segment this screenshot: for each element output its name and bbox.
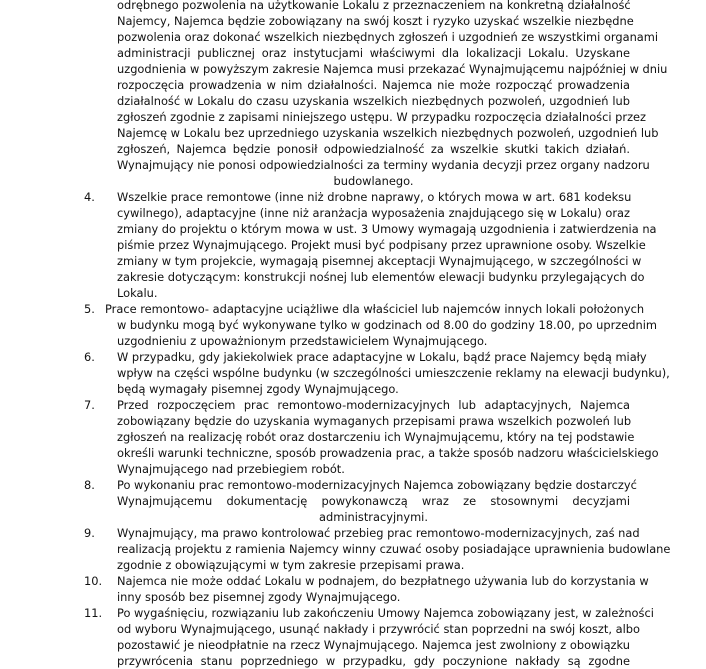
text-line: rozpoczęcia prowadzenia w nim działalności. Najemca nie może rozpocząć prowadzenia xyxy=(117,78,630,92)
text-line: cywilnego), adaptacyjne (inne niż aranżacja wyposażenia znajdującego się w Lokalu) oraz xyxy=(117,206,630,220)
text-line: inny sposób bez pisemnej zgody Wynajmującego. xyxy=(117,590,401,604)
text-line: Najemcę w Lokalu bez uprzedniego uzyskania wszelkich niezbędnych pozwoleń, uzgodnień lub xyxy=(117,126,659,140)
text-line: pozwolenia oraz dokonać wszelkich niezbędnych zgłoszeń i uzgodnień ze wszystkimi organami xyxy=(117,30,659,44)
text-line: administracji publicznej oraz instytucjami właściwymi dla lokalizacji Lokalu. Uzyskane xyxy=(117,46,630,60)
item-number: 9. xyxy=(84,526,95,540)
text-line: zmiany do projektu o którym mowa w ust. 3 Umowy wymagają uzgodnienia i zatwierdzenia na xyxy=(117,222,657,236)
text-line: od wyboru Wynajmującego, usunąć nakłady i przywrócić stan poprzedni na swój koszt, albo xyxy=(117,622,640,636)
text-line: zakresie dotyczącym: konstrukcji nośnej lub elementów elewacji budynku przylegających do xyxy=(117,270,645,284)
text-line: uzgodnienia w powyższym zakresie Najemca musi przekazać Wynajmującemu najpóźniej w dniu xyxy=(117,62,668,76)
text-line: Wynajmujący, ma prawo kontrolować przebieg prac remontowo-modernizacyjnych, zaś nad xyxy=(117,526,640,540)
text-line: wpływ na części wspólne budynku (w szczególności umieszczenie reklamy na elewacji budynku), xyxy=(117,366,670,380)
text-line: Najemca nie może oddać Lokalu w podnajem, do bezpłatnego używania lub do korzystania w xyxy=(117,574,649,588)
text-line: W przypadku, gdy jakiekolwiek prace adaptacyjne w Lokalu, bądź prace Najemcy będą miały xyxy=(117,350,647,364)
text-line: zmiany w tym projekcie, wymagają pisemnej akceptacji Wynajmującego, w szczególności w xyxy=(117,254,642,268)
item-number: 5. xyxy=(84,302,95,316)
text-line: Wynajmującemu dokumentację powykonawczą wraz ze stosownymi decyzjami xyxy=(117,494,630,508)
text-line: zobowiązany będzie do uzyskania wymaganych przepisami prawa wszelkich pozwoleń lub xyxy=(117,414,632,428)
text-line: Lokalu. xyxy=(117,286,158,300)
text-line: będą wymagały pisemnej zgody Wynajmującego. xyxy=(117,382,399,396)
text-line: piśmie przez Wynajmującego. Projekt musi być podpisany przez uprawnione osoby. Wszelkie xyxy=(117,238,646,252)
text-line: administracyjnymi. xyxy=(319,510,428,524)
item-number: 10. xyxy=(84,574,103,588)
text-line: Wynajmującego nad przebiegiem robót. xyxy=(117,462,345,476)
text-line: w budynku mogą być wykonywane tylko w godzinach od 8.00 do godziny 18.00, po uprzednim xyxy=(117,318,657,332)
text-line: pozostawić je nieodpłatnie na rzecz Wynajmującego. Najemca jest zwolniony z obowiązku xyxy=(117,638,630,652)
item-number: 6. xyxy=(84,350,95,364)
item-number: 11. xyxy=(84,606,103,620)
text-line: określi warunki techniczne, sposób prowadzenia prac, a także sposób nadzoru właścicielskiego xyxy=(117,446,659,460)
text-line: Najemcy, Najemca będzie zobowiązany na swój koszt i ryzyko uzyskać wszelkie niezbędne xyxy=(117,14,634,28)
text-line: działalność w Lokalu do czasu uzyskania wszelkich niezbędnych pozwoleń, uzgodnień lub xyxy=(117,94,630,108)
text-line: zgłoszeń zgodnie z zapisami niniejszego ustępu. W przypadku rozpoczęcia działalności przez xyxy=(117,110,647,124)
text-line: Po wykonaniu prac remontowo-modernizacyjnych Najemca zobowiązany będzie dostarczyć xyxy=(117,478,637,492)
text-line: zgodnie z obowiązującymi w tym zakresie przepisami prawa. xyxy=(117,558,465,572)
text-line: Wszelkie prace remontowe (inne niż drobne naprawy, o których mowa w art. 681 kodeksu xyxy=(117,190,632,204)
text-line: realizacją projektu z ramienia Najemcy winny czuwać osoby posiadające uprawnienia budowlane xyxy=(117,542,671,556)
text-line: budowlanego. xyxy=(333,174,414,188)
text-line: Wynajmujący nie ponosi odpowiedzialności za terminy wydania decyzji przez organy nadzoru xyxy=(117,158,650,172)
item-number: 8. xyxy=(84,478,95,492)
text-line: uzgodnieniu z upoważnionym przedstawicielem Wynajmującego. xyxy=(117,334,488,348)
text-line: odrębnego pozwolenia na użytkowanie Lokalu z przeznaczeniem na konkretną działalność xyxy=(117,0,631,12)
item-number: 4. xyxy=(84,190,95,204)
text-line: przywrócenia stanu poprzedniego w przypadku, gdy poczynione nakłady są zgodne xyxy=(117,654,630,668)
text-line: Prace remontowo- adaptacyjne uciążliwe dla właściciel lub najemców innych lokali położonych xyxy=(105,302,645,316)
text-line: Przed rozpoczęciem prac remontowo-modernizacyjnych lub adaptacyjnych, Najemca xyxy=(117,398,630,412)
text-line: zgłoszeń na realizację robót oraz dostarczeniu ich Wynajmującemu, który na tej podstawie xyxy=(117,430,635,444)
text-line: Po wygaśnięciu, rozwiązaniu lub zakończeniu Umowy Najemca zobowiązany jest, w zależności xyxy=(117,606,654,620)
item-number: 7. xyxy=(84,398,95,412)
text-line: zgłoszeń, Najemca będzie ponosił odpowiedzialność za wszelkie skutki takich działań. xyxy=(117,142,630,156)
